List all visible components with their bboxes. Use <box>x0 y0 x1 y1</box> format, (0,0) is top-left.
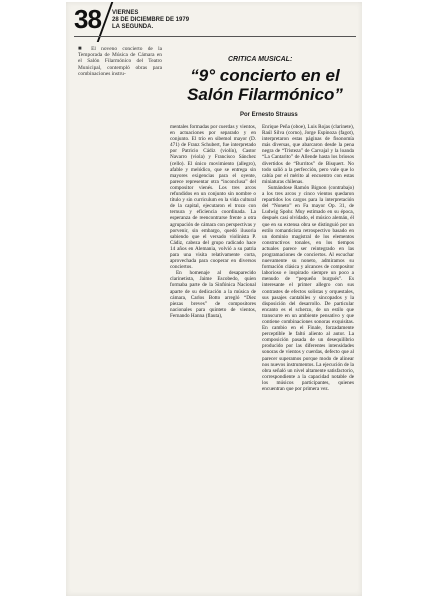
column1-paragraph: mentales formadas por cuerdas y vientos, en actuaciones por separado y en conjunto. El trío en sibemol mayor (D. 471) de Franz Schubert, fue interpretado por Patricio Cádiz (violín), Castor Navarro (viola) y Francisco Sánchez (cello). El único movimiento (allegro), afable y melódico, que se entrega sin mayores exigencias para el oyente, parece representar otra “inconclusa” del compositor vienés. Los tres arcos refundidos en un conjunto sin nombre o título y sin curriculum en la vida cultural de la capital, ejecutaron el trozo con ternura y eficiencia coordinada. La esperanza de reencontrarse frente a otra agrupación de cámara con perspectivas y porvenir, sin embargo, quedó ilusoria sabiendo que el versado violinista P. Cádiz, cabeza del grupo radicado hace 14 años en Alemania, volvió a su patria para una visita relativamente corta, aprovechada para cooperar en diversos conciertos. <box>170 124 256 271</box>
dateline <box>112 10 189 31</box>
page-number: 38 <box>74 4 101 34</box>
column2-paragraph: Sumándose Ramón Bignon (contrabajo) a los tres arcos y cinco vientos quedaron repartidos los cargos para la interpretación del “Noneto” en Fa mayor Op. 31, de Ludwig Spohr. Muy estimado en su época, después casi olvidado, el músico alemán, él que en su extensa obra se distinguió por un estilo romanticista retrospectivo basado en un dominio magistral de los elementos constructivos tonales, en los tiempos actuales parece ser reintegrado en las programaciones de conciertos. Al escuchar nuevamente su noneto, admiramos su formación clásica y alcances de compositor laborioso e inspirado siempre un poco a menudo de “pequeño burgués”. Es interesante el primer allegro con sus contrastes de efectos solistas y orquestales, sus pasajes cantabiles y sincopados y la disposición del desarrollo. De particular encanto es el scherzo, de un estilo que transcurre en un ambiente pensativo y que contiene combinaciones sonoras exquisitas. En cambio en el Finale, forzadamente perceptible le faltó aliento al autor. La composición pasada de un desequilibrio producido por las diferentes intensidades sonoras de vientos y cuerdas, defecto que al parecer superamos porque modo de alinear nos nuevos instrumentos. La ejecución de la obra señaló un nivel altamente satisfactorio, correspondiente a la capacidad notable de los músicos participantes, quienes encuentran que por primera vez. <box>262 184 354 393</box>
section-label: CRITICA MUSICAL: <box>228 56 293 63</box>
column1-paragraph: En homenaje al desaparecido clarinetista, Jaime Escobedo, quien formaba parte de la Sinfónica Nacional aparte de su dedicación a la música de cámara, Carlos Botto arregló “Diez piezas breves” de compositores nacionales para quinteto de vientos, Fernando Hanna (flauta), <box>170 270 256 319</box>
header-rule <box>74 36 356 37</box>
dateline-day: VIERNES <box>112 10 139 16</box>
bullet-icon: ■ <box>78 46 92 52</box>
intro-text: El noveno concierto de la Temporada de Música de Cámara en el Salón Filarmónico del Teatro Municipal, contempló obras para combinaciones instru- <box>78 46 162 77</box>
column2-paragraph: Enrique Peña (oboe), Luis Rojas (clarinete), Raúl Silva (corno), Jorge Espinoza (fagot), interpretaron estas páginas de fisonomía más diversas, que abarcaron desde la pena negra de “Tristeza” de Carvajal y la loanda “La Cantarito” de Allende hasta los briosos divertidos de “Burritos” de Bisquert. No todo salió a la perfección, pero vale que lo cabía por el mérito al encuentro con estas miniaturas chilenas. <box>262 124 354 185</box>
dateline-date: 28 DE DICIEMBRE DE 1979 <box>112 17 190 23</box>
intro-paragraph <box>78 46 162 77</box>
article-column-1 <box>170 124 256 319</box>
article-column-2 <box>262 124 354 392</box>
headline: “9° concierto en el Salón Filarmónico” <box>187 66 343 104</box>
dateline-newspaper: LA SEGUNDA. <box>112 24 154 30</box>
byline: Por Ernesto Strauss <box>240 112 298 118</box>
